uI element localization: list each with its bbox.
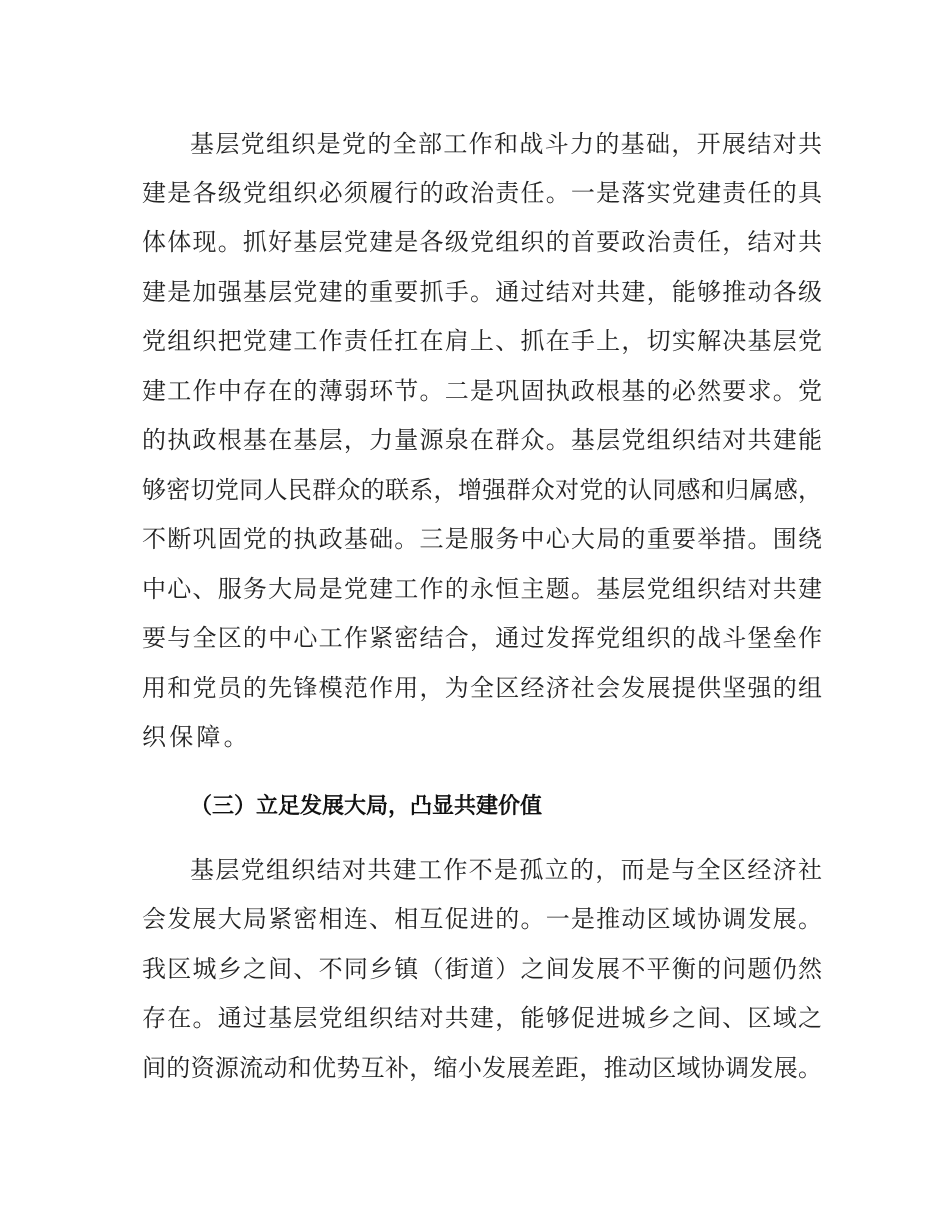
paragraph-2-line: 我区城乡之间、不同乡镇（街道）之间发展不平衡的问题仍然: [142, 955, 822, 983]
paragraph-1-line: 的执政根基在基层，力量源泉在群众。基层党组织结对共建能: [142, 426, 822, 454]
paragraph-1-line: 建是各级党组织必须履行的政治责任。一是落实党建责任的具: [142, 179, 822, 207]
paragraph-1-line: 要与全区的中心工作紧密结合，通过发挥党组织的战斗堡垒作: [142, 624, 822, 652]
paragraph-1-line: 建工作中存在的薄弱环节。二是巩固执政根基的必然要求。党: [142, 377, 822, 405]
paragraph-1-line: 基层党组织是党的全部工作和战斗力的基础，开展结对共: [190, 130, 822, 158]
paragraph-1-line: 用和党员的先锋模范作用，为全区经济社会发展提供坚强的组: [142, 674, 822, 702]
section-heading: （三）立足发展大局，凸显共建价值: [190, 794, 543, 819]
paragraph-1-line: 织保障。: [142, 723, 251, 751]
paragraph-2-line: 基层党组织结对共建工作不是孤立的，而是与全区经济社: [190, 856, 822, 884]
paragraph-1-line: 够密切党同人民群众的联系，增强群众对党的认同感和归属感，: [142, 476, 822, 504]
paragraph-2-line: 存在。通过基层党组织结对共建，能够促进城乡之间、区域之: [142, 1004, 822, 1032]
paragraph-1-line: 不断巩固党的执政基础。三是服务中心大局的重要举措。围绕: [142, 525, 822, 553]
paragraph-1-line: 体体现。抓好基层党建是各级党组织的首要政治责任，结对共: [142, 228, 822, 256]
paragraph-1-line: 中心、服务大局是党建工作的永恒主题。基层党组织结对共建: [142, 575, 822, 603]
paragraph-1-line: 党组织把党建工作责任扛在肩上、抓在手上，切实解决基层党: [142, 327, 822, 355]
paragraph-1-line: 建是加强基层党建的重要抓手。通过结对共建，能够推动各级: [142, 278, 822, 306]
paragraph-2-line: 间的资源流动和优势互补，缩小发展差距，推动区域协调发展。: [142, 1054, 822, 1082]
paragraph-2-line: 会发展大局紧密相连、相互促进的。一是推动区域协调发展。: [142, 905, 822, 933]
